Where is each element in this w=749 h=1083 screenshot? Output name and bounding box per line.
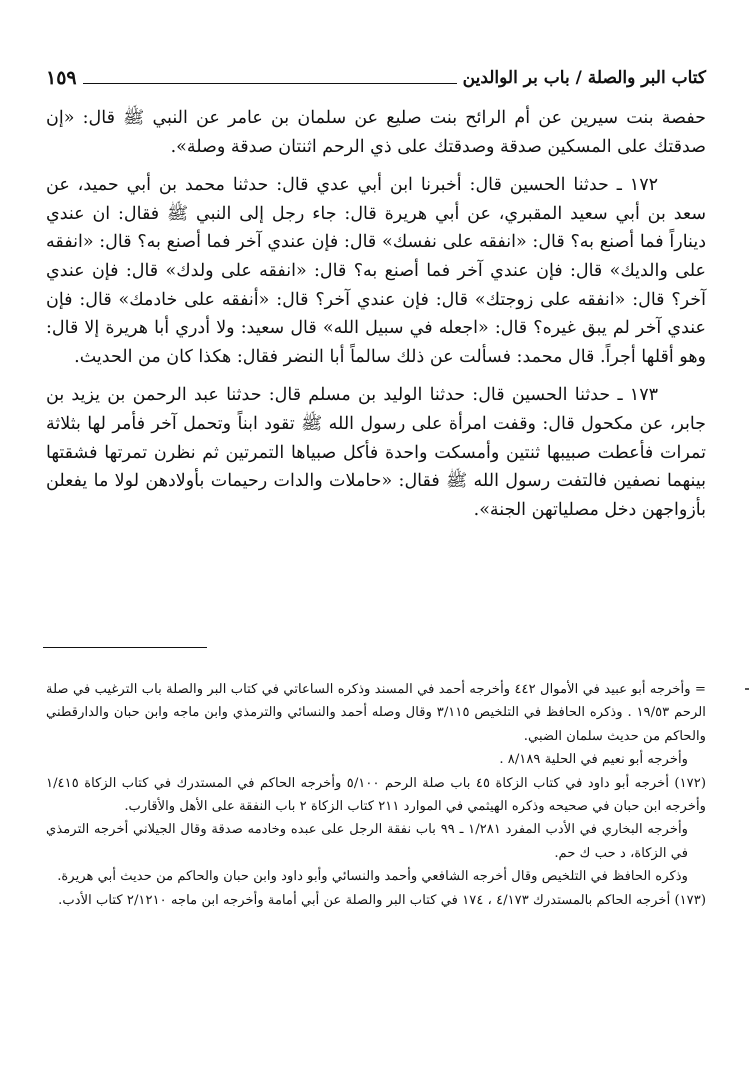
footnote-172: (١٧٢) أخرجه أبو داود في كتاب الزكاة ٤٥ باب صلة الرحم ٥/١٠٠ وأخرجه الحاكم في المستدرك في كتاب الزكاة ١/٤١٥ وأخرجه ابن حبان في صحيحه وذكره الهيثمي في الموارد ٢١١ كتاب الزكاة ٢ باب النفقة على الأهل والأقارب. <box>46 775 706 815</box>
running-title: كتاب البر والصلة / باب بر الوالدين <box>462 68 706 88</box>
footnote-separator <box>43 647 207 648</box>
header-rule <box>83 83 457 84</box>
page-header <box>46 58 706 90</box>
paragraph-continuation: حفصة بنت سيرين عن أم الرائح بنت صليع عن سلمان بن عامر عن النبي ﷺ قال: «إن صدقتك على المسكين صدقة وصدقتك على ذي الرحم اثنتان صدقة وصلة». <box>46 108 706 157</box>
footnotes <box>46 678 706 912</box>
footnote-line: وأخرجه البخاري في الأدب المفرد ١/٢٨١ ـ ٩٩ باب نفقة الرجل على عبده وخادمه صدقة وقال الجيلاني أخرجه الترمذي في الزكاة، د حب ك حم. <box>46 822 689 861</box>
footnote-continuation: = وأخرجه أبو عبيد في الأموال ٤٤٢ وأخرجه أحمد في المسند وذكره الساعاتي في كتاب البر والصلة باب الترغيب في صلة الرحم ١٩/٥٣ . وذكره الحافظ في التلخيص ٣/١١٥ وقال وصله أحمد والنسائي والترمذي وابن ماجه وابن حبان والدارقطني والحاكم من حديث سلمان الضبي. <box>46 682 706 744</box>
main-text <box>46 104 706 534</box>
hadith-173: ١٧٣ ـ حدثنا الحسين قال: حدثنا الوليد بن مسلم قال: حدثنا عبد الرحمن بن يزيد بن جابر، عن مكحول قال: وقفت امرأة على رسول الله ﷺ تقود ابناً وتحمل آخر فأمر لها بثلاثة تمرات فأعطت صبيبها ثنتين وأمسكت واحدة فأكل صبياها التمرتين ثم نظرن تمرتها فشقتها بينهما نصفين فالتفت رسول الله ﷺ فقال: «حاملات والدات رحيمات بأولادهن لولا ما يفعلن بأزواجهن دخل مصلياتهن الجنة». <box>46 385 706 520</box>
footnote-line: وأخرجه أبو نعيم في الحلية ٨/١٨٩ . <box>499 752 688 768</box>
margin-mark <box>745 688 749 690</box>
footnote-173: (١٧٣) أخرجه الحاكم بالمستدرك ٤/١٧٣ ، ١٧٤ في كتاب البر والصلة عن أبي أمامة وأخرجه ابن ماجه ٢/١٢١٠ كتاب الأدب. <box>58 892 706 908</box>
footnote-line: وذكره الحافظ في التلخيص وقال أخرجه الشافعي وأحمد والنسائي وأبو داود وابن حبان والحاكم من حديث أبي هريرة. <box>57 869 688 885</box>
page-number: ١٥٩ <box>46 67 77 89</box>
hadith-172: ١٧٢ ـ حدثنا الحسين قال: أخبرنا ابن أبي عدي قال: حدثنا محمد بن أبي حميد، عن سعد بن أبي سعيد المقبري، عن أبي هريرة قال: جاء رجل إلى النبي ﷺ فقال: ان عندي ديناراً فما أصنع به؟ قال: «انفقه على نفسك» قال: فإن عندي آخر فما أصنع به؟ قال: «انفقه على والديك» قال: فإن عندي آخر فما أصنع به؟ قال: «انفقه على ولدك» قال: فإن عندي آخر؟ قال: «انفقه على زوجتك» قال: فإن عندي آخر؟ قال: «أنفقه على خادمك» قال: فإن عندي آخر لم يبق غيره؟ قال: «اجعله في سبيل الله» قال سعيد: ولا أدري أبا هريرة إلا قال: وهو أقلها أجراً. قال محمد: فسألت عن ذلك سالماً أبا النضر فقال: هكذا كان من الحديث. <box>46 175 706 367</box>
